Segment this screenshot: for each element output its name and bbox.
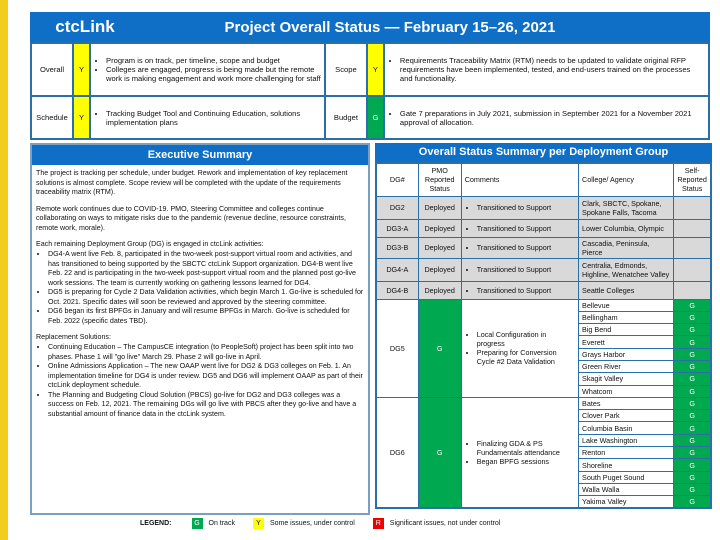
legend-swatch-green: G	[192, 518, 203, 529]
column-header: Comments	[461, 163, 578, 196]
executive-summary-title: Executive Summary	[32, 145, 368, 165]
legend-text: Some issues, under control	[269, 520, 355, 527]
table-header-row	[376, 163, 711, 196]
self-reported-status	[674, 219, 711, 237]
college-name: Seattle Colleges	[579, 281, 674, 299]
column-header: College/ Agency	[579, 163, 674, 196]
status-notes-list	[388, 109, 705, 127]
college-name: Everett	[579, 336, 674, 348]
college-name: Bates	[579, 397, 674, 409]
replacement-item: • Continuing Education – The CampusCE integration (to PeopleSoft) project has been split into two phases. Phase 1 will "go live" March 29. Phase 2 will go-live in April.	[48, 343, 364, 362]
header-bar	[30, 12, 710, 42]
college-name: Bellevue	[579, 299, 674, 311]
legend-swatch-yellow: Y	[253, 518, 264, 529]
table-row	[376, 237, 711, 258]
self-reported-status	[674, 237, 711, 258]
comments-list	[465, 224, 575, 233]
summary-paragraph: The project is tracking per schedule, under budget. Rework and implementation of key replacement solutions is almost complete. Scope review will be completed with the update of the requirements traceability matrix (RTM).	[36, 169, 348, 197]
comment: • Began BPFG sessions	[477, 457, 575, 466]
comment: • Transitioned to Support	[477, 203, 575, 212]
self-reported-status	[674, 281, 711, 299]
pmo-status: Deployed	[418, 219, 461, 237]
comment: • Transitioned to Support	[477, 224, 575, 233]
college-name: Shoreline	[579, 459, 674, 471]
status-label: Overall	[31, 43, 73, 96]
college-name: Skagit Valley	[579, 373, 674, 385]
column-header: PMO Reported Status	[418, 163, 461, 196]
status-note: • Tracking Budget Tool and Continuing Education, solutions implementation plans	[106, 109, 321, 127]
comments	[461, 281, 578, 299]
college-name: Lower Columbia, Olympic	[579, 219, 674, 237]
table-row	[376, 281, 711, 299]
college-name: Walla Walla	[579, 483, 674, 495]
self-reported-status: G	[674, 459, 711, 471]
status-note: • Requirements Traceability Matrix (RTM) needs to be updated to validate original RFP requirements have been implemented, tested, and end-users trained on the processes and functionality.	[400, 56, 705, 83]
pmo-status: Deployed	[418, 258, 461, 281]
self-reported-status: G	[674, 373, 711, 385]
college-name: Green River	[579, 360, 674, 372]
college-name: Big Bend	[579, 324, 674, 336]
status-indicator: G	[367, 96, 384, 139]
status-notes-list	[94, 56, 321, 83]
self-reported-status	[674, 196, 711, 219]
status-notes	[90, 96, 325, 139]
status-label: Schedule	[31, 96, 73, 139]
table-row	[376, 196, 711, 219]
executive-summary	[30, 143, 370, 515]
pmo-status: Deployed	[418, 237, 461, 258]
legend	[140, 518, 500, 529]
comments	[461, 237, 578, 258]
self-reported-status: G	[674, 434, 711, 446]
status-indicator: Y	[367, 43, 384, 96]
table-row	[376, 397, 711, 409]
status-notes	[384, 96, 709, 139]
overall-status-table	[30, 42, 710, 140]
self-reported-status: G	[674, 336, 711, 348]
self-reported-status: G	[674, 422, 711, 434]
self-reported-status: G	[674, 410, 711, 422]
comments	[461, 397, 578, 508]
status-indicator: Y	[73, 96, 90, 139]
comments-list	[465, 243, 575, 252]
college-name: Clover Park	[579, 410, 674, 422]
comment: • Transitioned to Support	[477, 265, 575, 274]
status-notes-list	[388, 56, 705, 83]
self-reported-status: G	[674, 348, 711, 360]
dg-summary-item: • DG6 began its first BPFGs in January and will resume BPFGs in March. Go-live is scheduled for Feb. 2022 (specific dates TBD).	[48, 307, 364, 326]
status-label: Budget	[325, 96, 367, 139]
self-reported-status: G	[674, 360, 711, 372]
college-name: Cascadia, Peninsula, Pierce	[579, 237, 674, 258]
legend-text: On track	[208, 520, 235, 527]
self-reported-status: G	[674, 471, 711, 483]
ctclink-logo: ctcLink	[55, 17, 115, 36]
self-reported-status: G	[674, 324, 711, 336]
page-title: Project Overall Status — February 15–26, 2021	[224, 18, 556, 36]
college-name: Whatcom	[579, 385, 674, 397]
comment: • Transitioned to Support	[477, 286, 575, 295]
status-note: • Program is on track, per timeline, scope and budget	[106, 56, 321, 65]
pmo-status: Deployed	[418, 196, 461, 219]
self-reported-status: G	[674, 397, 711, 409]
deployment-group-table	[375, 162, 712, 509]
college-name: Grays Harbor	[579, 348, 674, 360]
pmo-status: G	[418, 397, 461, 508]
summary-paragraph: Replacement Solutions:	[36, 333, 111, 342]
column-header: Self-Reported Status	[674, 163, 711, 196]
self-reported-status: G	[674, 311, 711, 323]
self-reported-status: G	[674, 385, 711, 397]
pmo-status: G	[418, 299, 461, 397]
summary-paragraph: Remote work continues due to COVID-19. PMO, Steering Committee and colleges continue collaborating on ways to mitigate risks due to the pandemic (revenue decline, resource constraints, remote work, morale).	[36, 204, 346, 232]
status-label: Scope	[325, 43, 367, 96]
college-name: Clark, SBCTC, Spokane, Spokane Falls, Tacoma	[579, 196, 674, 219]
college-name: Yakima Valley	[579, 496, 674, 509]
column-header: DG#	[376, 163, 418, 196]
table-row	[376, 219, 711, 237]
comments-list	[465, 203, 575, 212]
comments-list	[465, 286, 575, 295]
dg-number: DG3-A	[376, 219, 418, 237]
deployment-summary-title: Overall Status Summary per Deployment Group	[375, 143, 712, 162]
replacement-item: • Online Admissions Application – The new OAAP went live for DG2 & DG3 colleges on Feb. 1. An implementation timeline for DG4 is under review. DG5 and DG6 will implement OAAP as part of their ctcLink deployment schedule.	[48, 362, 364, 391]
self-reported-status: G	[674, 299, 711, 311]
dg-number: DG2	[376, 196, 418, 219]
deployment-group-summary	[375, 143, 712, 509]
status-notes	[90, 43, 325, 96]
self-reported-status: G	[674, 496, 711, 509]
dg-number: DG4-B	[376, 281, 418, 299]
comment: • Local Configuration in progress	[477, 330, 575, 348]
left-accent-strip	[0, 0, 8, 540]
status-notes	[384, 43, 709, 96]
comments	[461, 299, 578, 397]
status-notes-list	[94, 109, 321, 127]
dg-summary-item: • DG5 is preparing for Cycle 2 Data Validation activities, which begin March 1. Go-live is scheduled for Oct. 2021. Specific dates will soon be reviewed and approved by the steering committee.	[48, 288, 364, 307]
comment: • Transitioned to Support	[477, 243, 575, 252]
college-name: Renton	[579, 447, 674, 459]
college-name: Centralia, Edmonds, Highline, Wenatchee Valley	[579, 258, 674, 281]
status-indicator: Y	[73, 43, 90, 96]
comment: • Finalizing GDA & PS Fundamentals attendance	[477, 439, 575, 457]
legend-swatch-red: R	[373, 518, 384, 529]
self-reported-status: G	[674, 447, 711, 459]
status-row	[31, 43, 709, 96]
pmo-status: Deployed	[418, 281, 461, 299]
comments	[461, 258, 578, 281]
status-note: • Colleges are engaged, progress is being made but the remote work is making engagement and work more challenging for staff	[106, 65, 321, 83]
table-row	[376, 299, 711, 311]
dg-number: DG5	[376, 299, 418, 397]
comments	[461, 196, 578, 219]
legend-label: LEGEND:	[140, 520, 172, 527]
dg-number: DG3-B	[376, 237, 418, 258]
comment: • Preparing for Conversion Cycle #2 Data Validation	[477, 348, 575, 366]
self-reported-status: G	[674, 483, 711, 495]
status-row	[31, 96, 709, 139]
dg-number: DG6	[376, 397, 418, 508]
dg-number: DG4-A	[376, 258, 418, 281]
self-reported-status	[674, 258, 711, 281]
status-note: • Gate 7 preparations in July 2021, submission in September 2021 for a November 2021 approval of allocation.	[400, 109, 705, 127]
summary-paragraph: Each remaining Deployment Group (DG) is engaged in ctcLink activities:	[36, 240, 264, 249]
table-row	[376, 258, 711, 281]
comments-list	[465, 439, 575, 466]
legend-text: Significant issues, not under control	[389, 520, 501, 527]
college-name: South Puget Sound	[579, 471, 674, 483]
comments-list	[465, 330, 575, 366]
dg-summary-item: • DG4-A went live Feb. 8, participated in the two-week post-support virtual room and activities, and has transitioned to being supported by the SBCTC ctcLink Support organization. DG4-B went live Feb. 22 and is participating in the two-week post-support virtual room and the planned post go-live work sessions. The team is currently working on gathering lessons learned for DG4.	[48, 250, 364, 288]
college-name: Lake Washington	[579, 434, 674, 446]
replacement-item: • The Planning and Budgeting Cloud Solution (PBCS) go-live for DG2 and DG3 colleges was a success on Feb. 12, 2021. The remaining DGs will go live with PBCS after they go-live and have a substantial amount of finance data in the ctcLink system.	[48, 391, 364, 420]
comments-list	[465, 265, 575, 274]
college-name: Columbia Basin	[579, 422, 674, 434]
college-name: Bellingham	[579, 311, 674, 323]
comments	[461, 219, 578, 237]
